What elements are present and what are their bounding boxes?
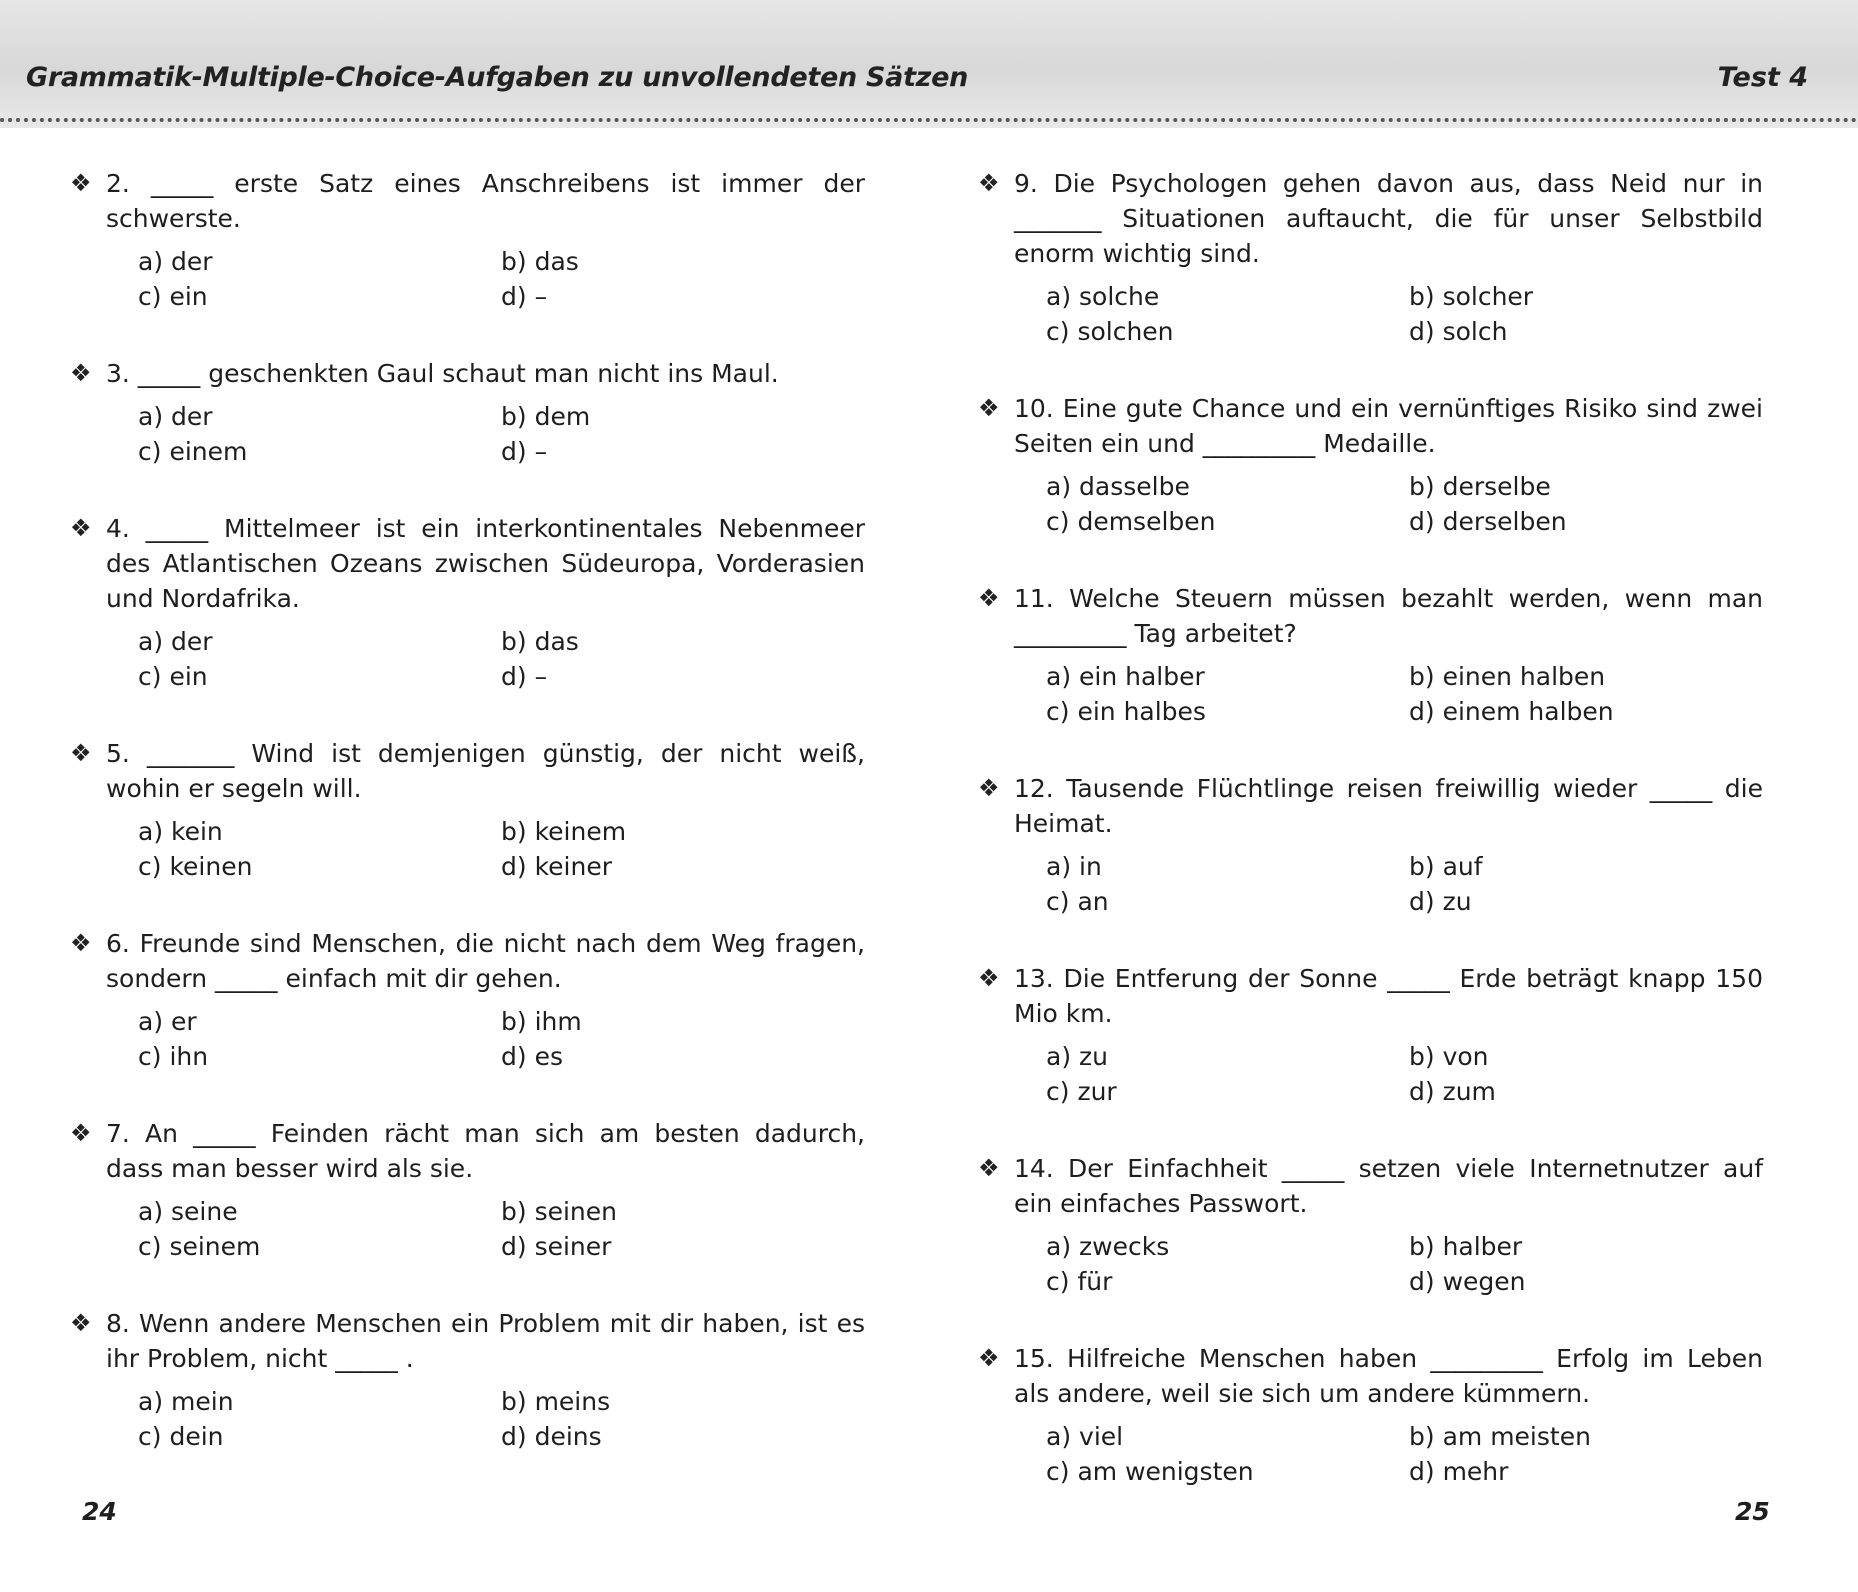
- answer-option: d) keiner: [501, 852, 612, 881]
- answer-option: b) ihm: [501, 1007, 582, 1036]
- diamond-bullet-icon: ❖: [978, 584, 1000, 612]
- answer-option: c) seinem: [138, 1232, 261, 1261]
- answer-option: c) ein: [138, 282, 208, 311]
- question-item: [70, 1116, 865, 1264]
- answer-options: [978, 1229, 1763, 1299]
- answer-options: [978, 659, 1763, 729]
- question-text: [978, 961, 1763, 1031]
- answer-option: c) ihn: [138, 1042, 209, 1071]
- answer-option: b) auf: [1409, 852, 1483, 881]
- answer-option: a) seine: [138, 1197, 238, 1226]
- answer-option: d) einem halben: [1409, 697, 1614, 726]
- question-text: [70, 511, 865, 616]
- right-column: [978, 166, 1763, 1531]
- question-text: [978, 391, 1763, 461]
- answer-option: d) –: [501, 662, 548, 691]
- diamond-bullet-icon: ❖: [978, 394, 1000, 422]
- answer-options: [978, 469, 1763, 539]
- answer-option: d) wegen: [1409, 1267, 1526, 1296]
- question-text: [70, 166, 865, 236]
- answer-option: b) derselbe: [1409, 472, 1551, 501]
- diamond-bullet-icon: ❖: [978, 1154, 1000, 1182]
- answer-option: b) meins: [501, 1387, 611, 1416]
- left-column: [70, 166, 865, 1496]
- question-text: [70, 356, 865, 391]
- question-label: 8. Wenn andere Menschen ein Problem mit dir haben, ist es ihr Problem, nicht _____ .: [106, 1309, 865, 1373]
- question-item: [978, 166, 1763, 349]
- answer-option: b) am meisten: [1409, 1422, 1591, 1451]
- answer-option: a) der: [138, 627, 213, 656]
- answer-options: [70, 399, 865, 469]
- answer-option: b) solcher: [1409, 282, 1534, 311]
- question-label: 9. Die Psychologen gehen davon aus, dass Neid nur in _______ Situationen auftaucht, die für unser Selbstbild enorm wichtig sind.: [1014, 169, 1763, 268]
- answer-option: c) am wenigsten: [1046, 1457, 1254, 1486]
- diamond-bullet-icon: ❖: [978, 774, 1000, 802]
- question-item: [70, 926, 865, 1074]
- question-item: [978, 581, 1763, 729]
- page-number-left: 24: [82, 1497, 117, 1526]
- answer-options: [70, 1194, 865, 1264]
- answer-option: c) dein: [138, 1422, 224, 1451]
- question-text: [978, 771, 1763, 841]
- diamond-bullet-icon: ❖: [70, 514, 92, 542]
- answer-option: d) mehr: [1409, 1457, 1509, 1486]
- question-label: 5. _______ Wind ist demjenigen günstig, der nicht weiß, wohin er segeln will.: [106, 739, 865, 803]
- diamond-bullet-icon: ❖: [978, 1344, 1000, 1372]
- diamond-bullet-icon: ❖: [70, 739, 92, 767]
- answer-option: c) für: [1046, 1267, 1113, 1296]
- answer-option: a) der: [138, 247, 213, 276]
- answer-option: b) keinem: [501, 817, 627, 846]
- question-label: 2. _____ erste Satz eines Anschreibens ist immer der schwerste.: [106, 169, 865, 233]
- diamond-bullet-icon: ❖: [70, 169, 92, 197]
- answer-option: a) mein: [138, 1387, 234, 1416]
- question-item: [978, 1151, 1763, 1299]
- question-item: [978, 1341, 1763, 1489]
- answer-options: [70, 1384, 865, 1454]
- diamond-bullet-icon: ❖: [978, 964, 1000, 992]
- question-label: 10. Eine gute Chance und ein vernünftiges Risiko sind zwei Seiten ein und _________ Medaille.: [1014, 394, 1763, 458]
- question-label: 6. Freunde sind Menschen, die nicht nach dem Weg fragen, sondern _____ einfach mit dir gehen.: [106, 929, 865, 993]
- question-text: [70, 926, 865, 996]
- question-text: [70, 736, 865, 806]
- question-text: [978, 1341, 1763, 1411]
- answer-option: d) zum: [1409, 1077, 1496, 1106]
- diamond-bullet-icon: ❖: [70, 1119, 92, 1147]
- answer-option: c) zur: [1046, 1077, 1117, 1106]
- answer-option: d) deins: [501, 1422, 602, 1451]
- answer-options: [70, 814, 865, 884]
- answer-option: b) dem: [501, 402, 591, 431]
- answer-option: b) halber: [1409, 1232, 1523, 1261]
- answer-option: a) in: [1046, 852, 1102, 881]
- question-text: [978, 166, 1763, 271]
- answer-options: [70, 624, 865, 694]
- header-divider: [0, 118, 1858, 122]
- answer-option: a) viel: [1046, 1422, 1124, 1451]
- answer-options: [978, 1039, 1763, 1109]
- answer-option: a) zwecks: [1046, 1232, 1170, 1261]
- answer-option: d) –: [501, 437, 548, 466]
- diamond-bullet-icon: ❖: [978, 169, 1000, 197]
- question-label: 11. Welche Steuern müssen bezahlt werden, wenn man _________ Tag arbeitet?: [1014, 584, 1763, 648]
- answer-options: [70, 244, 865, 314]
- answer-option: d) –: [501, 282, 548, 311]
- question-label: 13. Die Entferung der Sonne _____ Erde beträgt knapp 150 Mio km.: [1014, 964, 1763, 1028]
- answer-option: a) er: [138, 1007, 197, 1036]
- answer-option: c) keinen: [138, 852, 253, 881]
- answer-option: d) es: [501, 1042, 563, 1071]
- answer-option: b) das: [501, 247, 579, 276]
- answer-option: c) ein: [138, 662, 208, 691]
- question-item: [70, 356, 865, 469]
- question-text: [70, 1306, 865, 1376]
- question-item: [70, 166, 865, 314]
- answer-option: c) ein halbes: [1046, 697, 1206, 726]
- question-label: 12. Tausende Flüchtlinge reisen freiwillig wieder _____ die Heimat.: [1014, 774, 1763, 838]
- question-label: 15. Hilfreiche Menschen haben _________ Erfolg im Leben als andere, weil sie sich um andere kümmern.: [1014, 1344, 1763, 1408]
- question-item: [70, 511, 865, 694]
- answer-option: d) seiner: [501, 1232, 612, 1261]
- answer-option: a) solche: [1046, 282, 1160, 311]
- header-title: Grammatik-Multiple-Choice-Aufgaben zu unvollendeten Sätzen: [26, 62, 969, 93]
- question-item: [978, 771, 1763, 919]
- answer-options: [70, 1004, 865, 1074]
- answer-option: b) das: [501, 627, 579, 656]
- answer-option: d) derselben: [1409, 507, 1567, 536]
- diamond-bullet-icon: ❖: [70, 929, 92, 957]
- question-label: 7. An _____ Feinden rächt man sich am besten dadurch, dass man besser wird als sie.: [106, 1119, 865, 1183]
- question-text: [978, 581, 1763, 651]
- question-item: [978, 961, 1763, 1109]
- test-label: Test 4: [1717, 62, 1808, 93]
- answer-option: a) kein: [138, 817, 223, 846]
- answer-option: c) einem: [138, 437, 248, 466]
- page-number-right: 25: [1735, 1497, 1770, 1526]
- answer-option: c) solchen: [1046, 317, 1174, 346]
- page-header: [0, 0, 1858, 128]
- answer-options: [978, 849, 1763, 919]
- answer-option: d) solch: [1409, 317, 1508, 346]
- answer-option: b) von: [1409, 1042, 1489, 1071]
- diamond-bullet-icon: ❖: [70, 1309, 92, 1337]
- question-label: 3. _____ geschenkten Gaul schaut man nicht ins Maul.: [106, 359, 779, 388]
- question-text: [978, 1151, 1763, 1221]
- question-text: [70, 1116, 865, 1186]
- answer-option: c) an: [1046, 887, 1109, 916]
- answer-option: a) der: [138, 402, 213, 431]
- answer-option: a) zu: [1046, 1042, 1108, 1071]
- diamond-bullet-icon: ❖: [70, 359, 92, 387]
- question-item: [70, 1306, 865, 1454]
- question-item: [978, 391, 1763, 539]
- question-label: 14. Der Einfachheit _____ setzen viele Internetnutzer auf ein einfaches Passwort.: [1014, 1154, 1763, 1218]
- question-item: [70, 736, 865, 884]
- answer-option: b) seinen: [501, 1197, 617, 1226]
- answer-options: [978, 279, 1763, 349]
- answer-option: a) dasselbe: [1046, 472, 1190, 501]
- answer-option: c) demselben: [1046, 507, 1216, 536]
- answer-option: d) zu: [1409, 887, 1472, 916]
- answer-option: a) ein halber: [1046, 662, 1205, 691]
- question-label: 4. _____ Mittelmeer ist ein interkontinentales Nebenmeer des Atlantischen Ozeans zwischen Südeuropa, Vorderasien und Nordafrika.: [106, 514, 865, 613]
- answer-option: b) einen halben: [1409, 662, 1606, 691]
- answer-options: [978, 1419, 1763, 1489]
